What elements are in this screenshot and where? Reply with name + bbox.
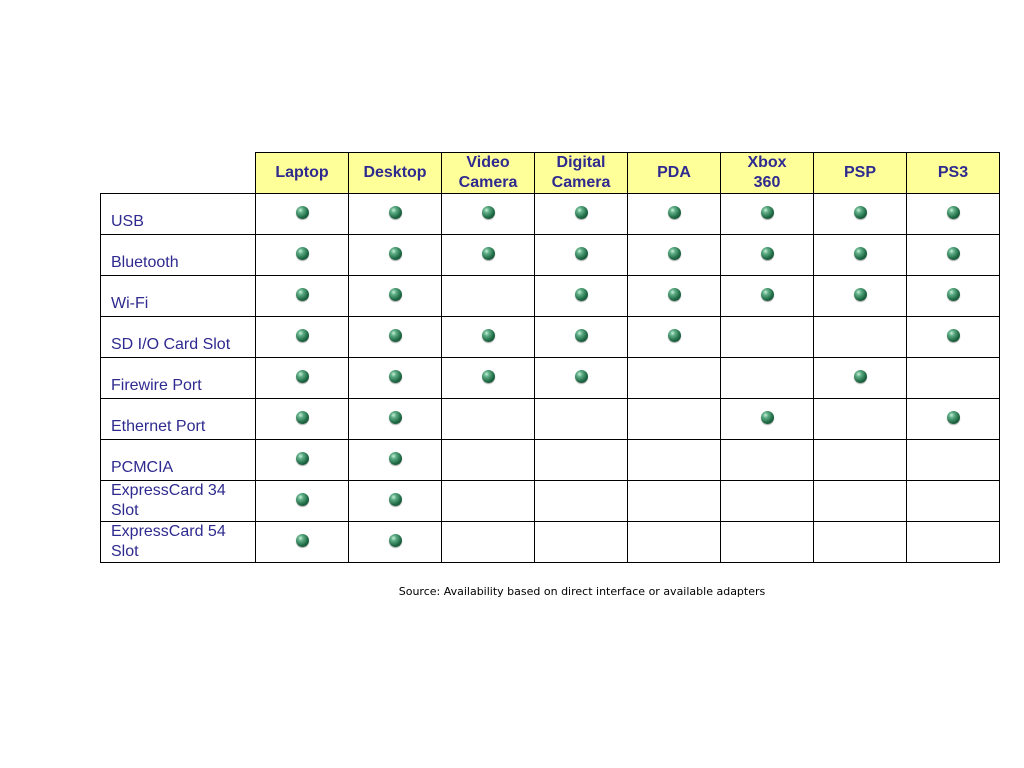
column-header-pda: PDA bbox=[628, 153, 721, 194]
row-label-ethernet-port: Ethernet Port bbox=[101, 399, 256, 440]
green-dot-icon bbox=[761, 247, 774, 260]
availability-cell bbox=[628, 194, 721, 235]
green-dot-icon bbox=[389, 411, 402, 424]
availability-cell bbox=[442, 235, 535, 276]
availability-cell bbox=[535, 522, 628, 563]
green-dot-icon bbox=[389, 370, 402, 383]
availability-cell bbox=[535, 194, 628, 235]
availability-cell bbox=[256, 317, 349, 358]
availability-cell bbox=[256, 399, 349, 440]
green-dot-icon bbox=[761, 206, 774, 219]
availability-cell bbox=[907, 481, 1000, 522]
availability-cell bbox=[721, 235, 814, 276]
availability-cell bbox=[256, 481, 349, 522]
table-body bbox=[101, 194, 1000, 563]
green-dot-icon bbox=[482, 247, 495, 260]
green-dot-icon bbox=[389, 452, 402, 465]
availability-cell bbox=[442, 194, 535, 235]
table-row bbox=[101, 194, 1000, 235]
column-header-desktop: Desktop bbox=[349, 153, 442, 194]
green-dot-icon bbox=[482, 206, 495, 219]
availability-cell bbox=[814, 235, 907, 276]
table-row bbox=[101, 522, 1000, 563]
availability-cell bbox=[349, 317, 442, 358]
green-dot-icon bbox=[947, 411, 960, 424]
table-row bbox=[101, 358, 1000, 399]
availability-cell bbox=[814, 481, 907, 522]
green-dot-icon bbox=[389, 534, 402, 547]
availability-cell bbox=[721, 276, 814, 317]
table-row bbox=[101, 399, 1000, 440]
source-note: Source: Availability based on direct interface or available adapters bbox=[398, 585, 766, 598]
availability-cell bbox=[349, 440, 442, 481]
row-label-expresscard-34-slot: ExpressCard 34 Slot bbox=[101, 481, 256, 522]
row-label-wi-fi: Wi-Fi bbox=[101, 276, 256, 317]
green-dot-icon bbox=[575, 247, 588, 260]
interface-availability-table bbox=[100, 152, 1000, 563]
green-dot-icon bbox=[389, 288, 402, 301]
availability-cell bbox=[256, 276, 349, 317]
green-dot-icon bbox=[296, 452, 309, 465]
green-dot-icon bbox=[296, 206, 309, 219]
green-dot-icon bbox=[761, 288, 774, 301]
availability-cell bbox=[814, 522, 907, 563]
green-dot-icon bbox=[389, 329, 402, 342]
availability-cell bbox=[535, 399, 628, 440]
availability-cell bbox=[256, 194, 349, 235]
availability-cell bbox=[628, 276, 721, 317]
availability-cell bbox=[721, 522, 814, 563]
green-dot-icon bbox=[854, 206, 867, 219]
availability-cell bbox=[349, 481, 442, 522]
green-dot-icon bbox=[389, 493, 402, 506]
table-row bbox=[101, 481, 1000, 522]
availability-cell bbox=[814, 358, 907, 399]
availability-cell bbox=[628, 481, 721, 522]
availability-cell bbox=[721, 481, 814, 522]
green-dot-icon bbox=[668, 329, 681, 342]
availability-cell bbox=[535, 317, 628, 358]
availability-cell bbox=[907, 440, 1000, 481]
availability-cell bbox=[907, 235, 1000, 276]
corner-cell bbox=[101, 153, 256, 194]
availability-cell bbox=[721, 317, 814, 358]
availability-cell bbox=[907, 399, 1000, 440]
green-dot-icon bbox=[947, 206, 960, 219]
green-dot-icon bbox=[389, 247, 402, 260]
row-label-bluetooth: Bluetooth bbox=[101, 235, 256, 276]
header-row bbox=[101, 153, 1000, 194]
green-dot-icon bbox=[296, 247, 309, 260]
availability-cell bbox=[814, 440, 907, 481]
availability-cell bbox=[535, 481, 628, 522]
column-header-laptop: Laptop bbox=[256, 153, 349, 194]
availability-cell bbox=[628, 522, 721, 563]
availability-cell bbox=[814, 194, 907, 235]
green-dot-icon bbox=[854, 370, 867, 383]
availability-cell bbox=[535, 440, 628, 481]
availability-cell bbox=[256, 235, 349, 276]
green-dot-icon bbox=[575, 288, 588, 301]
green-dot-icon bbox=[947, 247, 960, 260]
availability-cell bbox=[721, 399, 814, 440]
availability-cell bbox=[721, 194, 814, 235]
availability-cell bbox=[442, 317, 535, 358]
green-dot-icon bbox=[296, 534, 309, 547]
availability-cell bbox=[349, 194, 442, 235]
column-header-digital-camera: Digital Camera bbox=[535, 153, 628, 194]
availability-cell bbox=[442, 440, 535, 481]
availability-cell bbox=[628, 440, 721, 481]
availability-cell bbox=[628, 235, 721, 276]
availability-cell bbox=[628, 317, 721, 358]
green-dot-icon bbox=[668, 247, 681, 260]
availability-cell bbox=[814, 399, 907, 440]
availability-cell bbox=[628, 358, 721, 399]
green-dot-icon bbox=[575, 206, 588, 219]
availability-cell bbox=[814, 317, 907, 358]
green-dot-icon bbox=[575, 329, 588, 342]
row-label-expresscard-54-slot: ExpressCard 54 Slot bbox=[101, 522, 256, 563]
green-dot-icon bbox=[296, 329, 309, 342]
availability-cell bbox=[814, 276, 907, 317]
row-label-firewire-port: Firewire Port bbox=[101, 358, 256, 399]
green-dot-icon bbox=[854, 288, 867, 301]
availability-cell bbox=[535, 276, 628, 317]
availability-cell bbox=[442, 276, 535, 317]
availability-cell bbox=[442, 399, 535, 440]
availability-cell bbox=[256, 440, 349, 481]
table-row bbox=[101, 276, 1000, 317]
green-dot-icon bbox=[947, 288, 960, 301]
column-header-video-camera: Video Camera bbox=[442, 153, 535, 194]
availability-cell bbox=[907, 276, 1000, 317]
column-header-psp: PSP bbox=[814, 153, 907, 194]
green-dot-icon bbox=[854, 247, 867, 260]
availability-cell bbox=[349, 358, 442, 399]
availability-cell bbox=[442, 358, 535, 399]
green-dot-icon bbox=[389, 206, 402, 219]
availability-cell bbox=[535, 358, 628, 399]
availability-cell bbox=[907, 358, 1000, 399]
availability-cell bbox=[256, 358, 349, 399]
green-dot-icon bbox=[668, 206, 681, 219]
green-dot-icon bbox=[296, 493, 309, 506]
availability-cell bbox=[256, 522, 349, 563]
green-dot-icon bbox=[296, 370, 309, 383]
availability-cell bbox=[535, 235, 628, 276]
availability-cell bbox=[721, 358, 814, 399]
availability-cell bbox=[628, 399, 721, 440]
green-dot-icon bbox=[761, 411, 774, 424]
green-dot-icon bbox=[482, 329, 495, 342]
table-row bbox=[101, 317, 1000, 358]
availability-cell bbox=[349, 235, 442, 276]
green-dot-icon bbox=[296, 411, 309, 424]
availability-cell bbox=[349, 399, 442, 440]
green-dot-icon bbox=[668, 288, 681, 301]
availability-cell bbox=[442, 481, 535, 522]
row-label-usb: USB bbox=[101, 194, 256, 235]
green-dot-icon bbox=[296, 288, 309, 301]
availability-cell bbox=[349, 522, 442, 563]
green-dot-icon bbox=[947, 329, 960, 342]
green-dot-icon bbox=[575, 370, 588, 383]
availability-cell bbox=[349, 276, 442, 317]
table-row bbox=[101, 235, 1000, 276]
availability-cell bbox=[721, 440, 814, 481]
row-label-pcmcia: PCMCIA bbox=[101, 440, 256, 481]
row-label-sd-i-o-card-slot: SD I/O Card Slot bbox=[101, 317, 256, 358]
availability-cell bbox=[442, 522, 535, 563]
column-header-ps3: PS3 bbox=[907, 153, 1000, 194]
table-row bbox=[101, 440, 1000, 481]
column-header-xbox-360: Xbox 360 bbox=[721, 153, 814, 194]
green-dot-icon bbox=[482, 370, 495, 383]
availability-cell bbox=[907, 317, 1000, 358]
availability-cell bbox=[907, 194, 1000, 235]
availability-cell bbox=[907, 522, 1000, 563]
